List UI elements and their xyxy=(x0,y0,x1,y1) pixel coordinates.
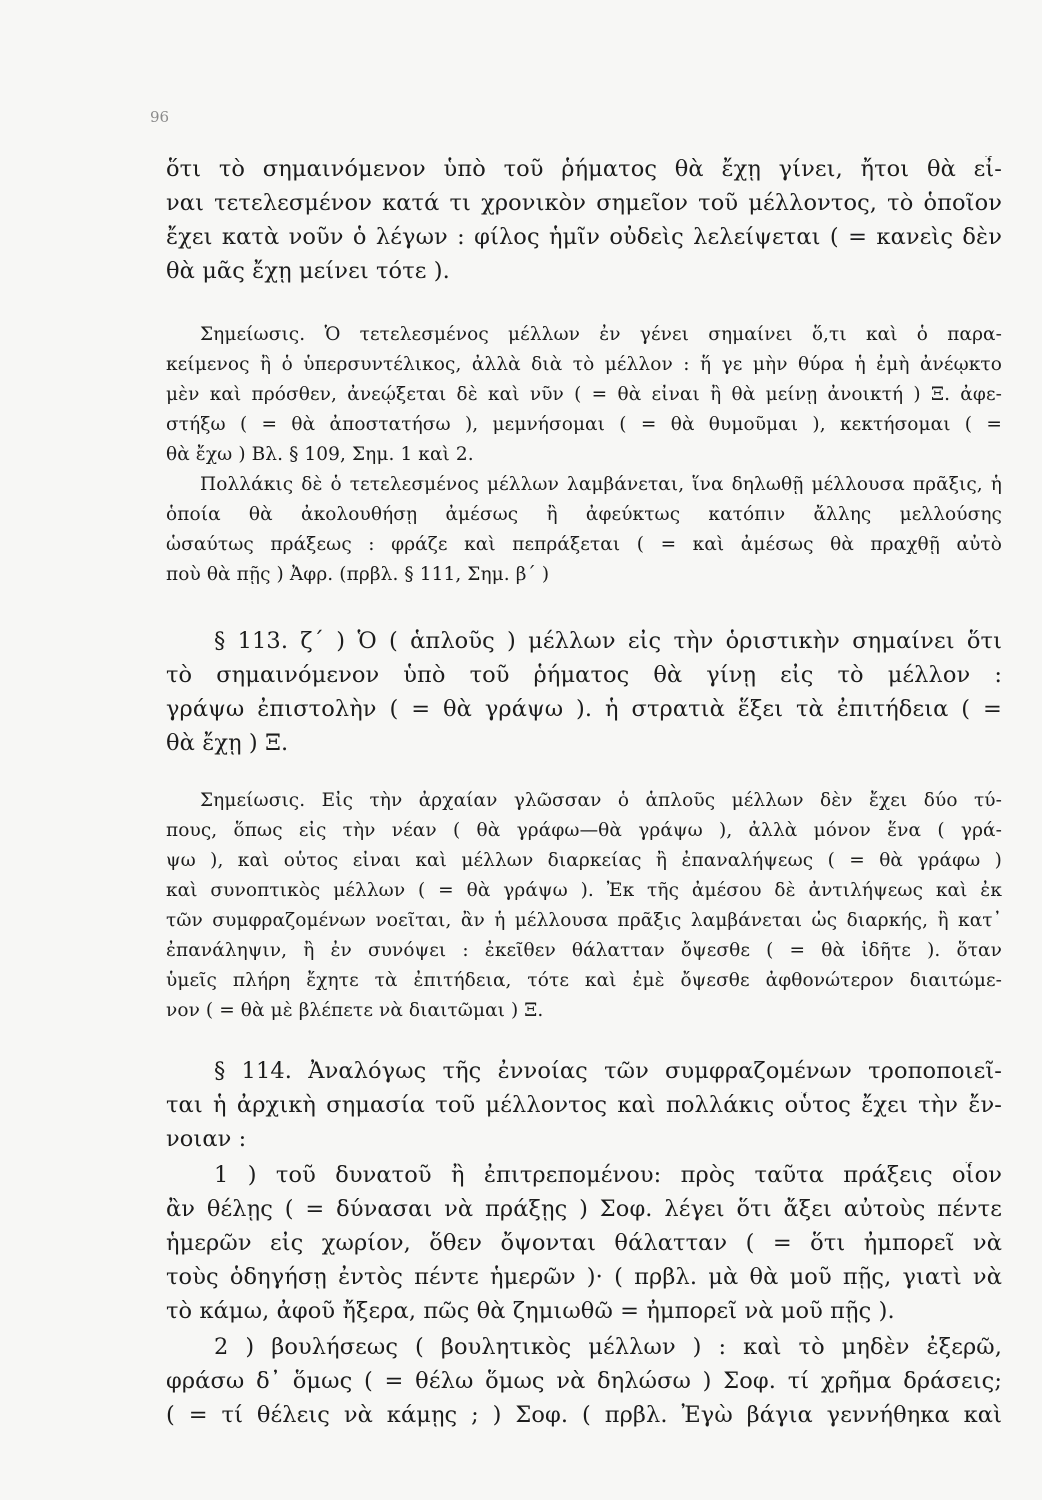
note-line: κείμενος ἢ ὁ ὑπερσυντέλικος, ἀλλὰ διὰ τὸ μέλλον : ἥ γε μὴν θύρα ἡ ἐμὴ ἀνέῳκτο xyxy=(166,354,1002,375)
note-line: Σημείωσις. Εἰς τὴν ἀρχαίαν γλῶσσαν ὁ ἁπλοῦς μέλλων δὲν ἔχει δύο τύ- xyxy=(200,790,1002,811)
text-line: ἡμερῶν εἰς χωρίον, ὅθεν ὄψονται θάλατταν ( = ὅτι ἠμπορεῖ νὰ xyxy=(166,1230,1002,1256)
note-line: ἐπανάληψιν, ἢ ἐν συνόψει : ἐκεῖθεν θάλατταν ὄψεσθε ( = θὰ ἰδῆτε ). ὅταν xyxy=(166,940,1002,961)
text-line: τὸ κάμω, ἀφοῦ ἤξερα, πῶς θὰ ζημιωθῶ = ἠμπορεῖ νὰ μοῦ πῇς ). xyxy=(166,1298,895,1324)
note-line: ποὺ θὰ πῇς ) Ἀφρ. (πρβλ. § 111, Σημ. β΄ ) xyxy=(166,564,550,585)
text-line: ( = τί θέλεις νὰ κάμῃς ; ) Σοφ. ( πρβλ. Ἐγὼ βάγια γεννήθηκα καὶ xyxy=(166,1402,1002,1428)
text-line: νοιαν : xyxy=(166,1126,247,1152)
section-114-heading: § 114. Ἀναλόγως τῆς ἐννοίας τῶν συμφραζομένων τροποποιεῖ- xyxy=(214,1058,1002,1084)
note-line: νον ( = θὰ μὲ βλέπετε νὰ διαιτῶμαι ) Ξ. xyxy=(166,1000,544,1021)
note-line: τῶν συμφραζομένων νοεῖται, ἂν ἡ μέλλουσα πρᾶξις λαμβάνεται ὡς διαρκής, ἢ κατ᾽ xyxy=(166,910,1002,931)
note-line: μὲν καὶ πρόσθεν, ἀνεῴξεται δὲ καὶ νῦν ( = θὰ εἶναι ἢ θὰ μείνῃ ἀνοικτή ) Ξ. ἀφε- xyxy=(166,384,1002,405)
list-item-2: 2 ) βουλήσεως ( βουλητικὸς μέλλων ) : καὶ τὸ μηδὲν ἐξερῶ, xyxy=(214,1334,1002,1360)
text-line: φράσω δ᾽ ὅμως ( = θέλω ὅμως νὰ δηλώσω ) Σοφ. τί χρῆμα δράσεις; xyxy=(166,1368,1002,1394)
note-line: ὁποία θὰ ἀκολουθήσῃ ἀμέσως ἢ ἀφεύκτως κατόπιν ἄλλης μελλούσης xyxy=(166,504,1002,525)
note-line: καὶ συνοπτικὸς μέλλων ( = θὰ γράψω ). Ἐκ τῆς ἀμέσου δὲ ἀντιλήψεως καὶ ἐκ xyxy=(166,880,1002,901)
text-line: τὸ σημαινόμενον ὑπὸ τοῦ ῥήματος θὰ γίνῃ εἰς τὸ μέλλον : xyxy=(166,662,1002,688)
note-line: θὰ ἔχω ) Βλ. § 109, Σημ. 1 καὶ 2. xyxy=(166,444,474,465)
text-line: τοὺς ὁδηγήσῃ ἐντὸς πέντε ἡμερῶν )· ( πρβλ. μὰ θὰ μοῦ πῇς, γιατὶ νὰ xyxy=(166,1264,1002,1290)
section-113-heading: § 113. ζ΄ ) Ὁ ( ἁπλοῦς ) μέλλων εἰς τὴν ὁριστικὴν σημαίνει ὅτι xyxy=(214,628,1002,654)
list-item-1: 1 ) τοῦ δυνατοῦ ἢ ἐπιτρεπομένου: πρὸς ταῦτα πράξεις οἷον xyxy=(214,1162,1002,1188)
note-line: ψω ), καὶ οὗτος εἶναι καὶ μέλλων διαρκείας ἢ ἐπαναλήψεως ( = θὰ γράφω ) xyxy=(166,850,1002,871)
note-line: Σημείωσις. Ὁ τετελεσμένος μέλλων ἐν γένει σημαίνει ὅ,τι καὶ ὁ παρα- xyxy=(200,324,1002,345)
page-number: 96 xyxy=(150,108,170,126)
text-line: ἂν θέλῃς ( = δύνασαι νὰ πράξῃς ) Σοφ. λέγει ὅτι ἄξει αὐτοὺς πέντε xyxy=(166,1196,1002,1222)
note-line: Πολλάκις δὲ ὁ τετελεσμένος μέλλων λαμβάνεται, ἵνα δηλωθῇ μέλλουσα πρᾶξις, ἡ xyxy=(200,474,1002,495)
text-line: θὰ μᾶς ἔχῃ μείνει τότε ). xyxy=(166,258,450,284)
text-line: ται ἡ ἀρχικὴ σημασία τοῦ μέλλοντος καὶ πολλάκις οὗτος ἔχει τὴν ἔν- xyxy=(166,1092,1002,1118)
text-line: ναι τετελεσμένον κατά τι χρονικὸν σημεῖον τοῦ μέλλοντος, τὸ ὁποῖον xyxy=(166,190,1002,216)
note-line: ὑμεῖς πλήρη ἔχητε τὰ ἐπιτήδεια, τότε καὶ ἐμὲ ὄψεσθε ἀφθονώτερον διαιτώμε- xyxy=(166,970,1002,991)
note-line: ὡσαύτως πράξεως : φράζε καὶ πεπράξεται ( = καὶ ἀμέσως θὰ πραχθῇ αὐτὸ xyxy=(166,534,1002,555)
text-line: γράψω ἐπιστολὴν ( = θὰ γράψω ). ἡ στρατιὰ ἕξει τὰ ἐπιτήδεια ( = xyxy=(166,696,1002,722)
note-line: στήξω ( = θὰ ἀποστατήσω ), μεμνήσομαι ( = θὰ θυμοῦμαι ), κεκτήσομαι ( = xyxy=(166,414,1002,435)
text-line: ὅτι τὸ σημαινόμενον ὑπὸ τοῦ ῥήματος θὰ ἔχῃ γίνει, ἤτοι θὰ εἶ- xyxy=(166,156,1002,182)
text-line: θὰ ἔχῃ ) Ξ. xyxy=(166,730,289,756)
text-line: ἔχει κατὰ νοῦν ὁ λέγων : φίλος ἡμῖν οὐδεὶς λελείψεται ( = κανεὶς δὲν xyxy=(166,224,1002,250)
note-line: πους, ὅπως εἰς τὴν νέαν ( θὰ γράφω—θὰ γράψω ), ἀλλὰ μόνον ἕνα ( γρά- xyxy=(166,820,1002,841)
